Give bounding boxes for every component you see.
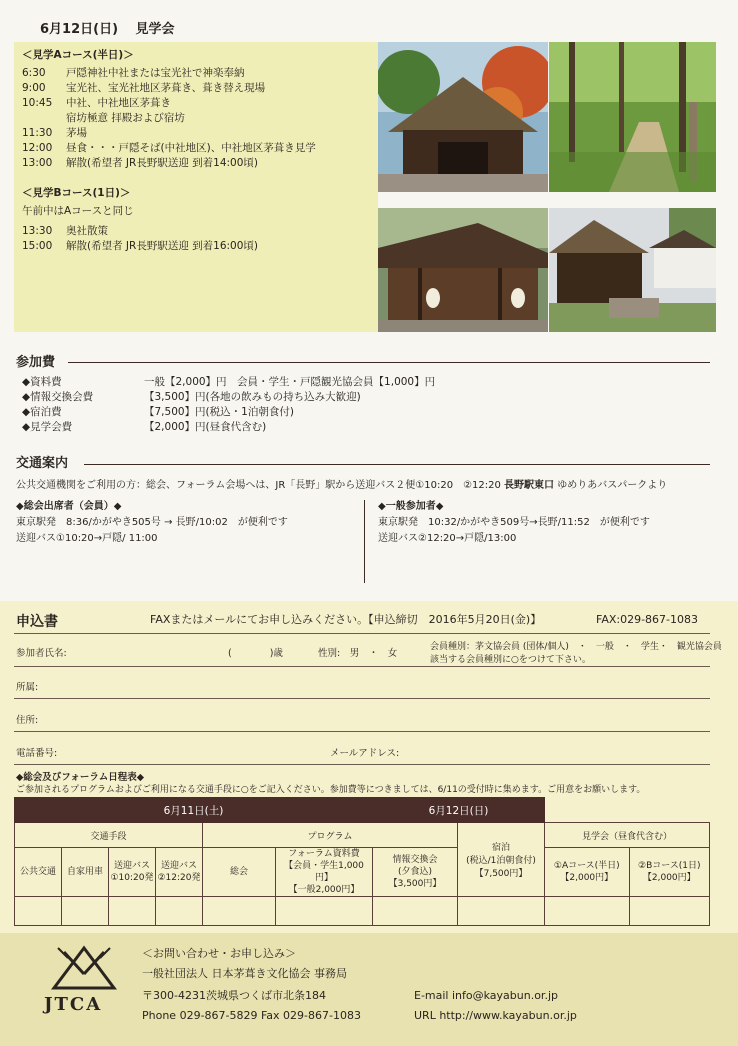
schedule-text: 宝光社、宝光社地区茅葺き、葺き替え現場	[66, 82, 266, 94]
schedule-time: 11:30	[22, 127, 53, 139]
col-general-meeting: 総会	[203, 848, 276, 897]
cell-public[interactable]	[15, 897, 62, 926]
phone-label: 電話番号:	[16, 748, 58, 759]
schedule-time: 13:30	[22, 225, 53, 237]
col-own-car: 自家用車	[62, 848, 109, 897]
cell-general-meeting[interactable]	[203, 897, 276, 926]
fee-row	[22, 375, 435, 389]
schedule-row	[22, 224, 108, 238]
fee-label: ◆情報交換会費	[22, 391, 94, 403]
fee-row	[22, 390, 361, 404]
general-line2: 送迎バス②12:20→戸隠/13:00	[378, 533, 517, 544]
logo-text: JTCA	[44, 994, 103, 1015]
schedule-row	[22, 81, 265, 95]
day1-header: 6月11日(土)	[15, 798, 373, 823]
fee-row	[22, 405, 294, 419]
course-a-heading: ＜見学Aコース(半日)＞	[22, 49, 134, 61]
member-heading: ◆総会出席者（会員）◆	[16, 501, 122, 512]
schedule-text: 戸隠神社中社または宝光社で神楽奉納	[66, 67, 245, 79]
schedule-text: 中社、中社地区茅葺き	[66, 97, 171, 109]
forest-path-photo	[549, 42, 716, 192]
member-type-label: 会員種別：茅文協会員 (団体/個人) ・ 一般 ・ 学生・ 観光協会員	[430, 642, 722, 652]
day2-header: 6月12日(日)	[373, 798, 545, 823]
form-fax: FAX:029-867-1083	[596, 613, 699, 626]
cell-bus1[interactable]	[109, 897, 156, 926]
fee-label: ◆宿泊費	[22, 406, 62, 418]
col-public: 公共交通	[15, 848, 62, 897]
form-top-rule	[14, 633, 710, 634]
transport-intro-bold: 長野駅東口	[504, 480, 555, 491]
cell-course-b[interactable]	[629, 897, 709, 926]
member-line2: 送迎バス①10:20→戸隠/ 11:00	[16, 533, 158, 544]
schedule-row	[22, 66, 245, 80]
org-name: 一般社団法人 日本茅葺き文化協会 事務局	[142, 967, 347, 980]
cell-forum[interactable]	[276, 897, 373, 926]
cell-exchange[interactable]	[373, 897, 458, 926]
fees-rule	[68, 362, 710, 363]
shrine-gate-photo	[378, 208, 548, 332]
transport-intro-tail: ゆめりあバスパークより	[554, 480, 668, 491]
transport-col-head: 交通手段	[15, 823, 203, 848]
schedule-text: 茅場	[66, 127, 87, 139]
affiliation-rule	[14, 698, 710, 699]
thatched-house-photo	[549, 208, 716, 332]
transport-intro	[16, 479, 667, 493]
email-label: メールアドレス:	[330, 748, 400, 759]
contact-heading: ＜お問い合わせ・お申し込み＞	[142, 947, 296, 960]
cell-lodging[interactable]	[458, 897, 545, 926]
col-course-a: ①Aコース(半日) 【2,000円】	[545, 848, 630, 897]
schedule-time: 10:45	[22, 97, 53, 109]
footer-url[interactable]: URL http://www.kayabun.or.jp	[414, 1009, 577, 1022]
footer-email[interactable]: E-mail info@kayabun.or.jp	[414, 989, 558, 1002]
cell-bus2[interactable]	[156, 897, 203, 926]
cell-own-car[interactable]	[62, 897, 109, 926]
fee-label: ◆資料費	[22, 376, 62, 388]
schedule-row	[22, 141, 316, 155]
event-title: 6月12日(日) 見学会	[40, 22, 175, 37]
address-rule	[14, 731, 710, 732]
schedule-note: ご参加されるプログラムおよびご利用になる交通手段に○をご記入ください。参加費等につきましては、6/11の受付時に集めます。ご用意をお願いします。	[16, 785, 646, 795]
transport-intro-text: 公共交通機関をご利用の方：総会、フォーラム会場へは、JR「長野」駅から送迎バス２便①10:20 ②12:20	[16, 480, 505, 491]
footer-phone: Phone 029-867-5829 Fax 029-867-1083	[142, 1009, 361, 1022]
schedule-row	[22, 126, 87, 140]
schedule-row	[22, 111, 185, 125]
schedule-row	[22, 239, 258, 253]
course-b-heading: ＜見学Bコース(1日)＞	[22, 187, 131, 199]
phone-rule	[14, 764, 710, 765]
schedule-text: 奥社散策	[66, 225, 108, 237]
general-line1: 東京駅発 10:32/かがやき509号→長野/11:52 が便利です	[378, 517, 650, 528]
member-line1: 東京駅発 8:36/かがやき505号 → 長野/10:02 が便利です	[16, 517, 288, 528]
lodging-col: 宿泊 (税込/1泊朝食付) 【7,500円】	[458, 823, 545, 897]
schedule-row	[22, 96, 171, 110]
affiliation-label: 所属:	[16, 682, 39, 693]
tour-col-head: 見学会（昼食代含む）	[545, 823, 710, 848]
course-b-note: 午前中はAコースと同じ	[22, 205, 134, 217]
program-col-head: プログラム	[203, 823, 458, 848]
name-rule	[14, 666, 710, 667]
col-bus2: 送迎バス ②12:20発	[156, 848, 203, 897]
age-label: ( )歳	[228, 648, 283, 659]
fee-label: ◆見学会費	[22, 421, 73, 433]
general-heading: ◆一般参加者◆	[378, 501, 444, 512]
footer-address: 〒300-4231茨城県つくば市北条184	[142, 989, 326, 1002]
program-table	[14, 797, 710, 926]
fee-value: 一般【2,000】円 会員・学生・戸隠観光協会員【1,000】円	[144, 376, 436, 388]
form-title: 申込書	[16, 614, 58, 630]
col-bus1: 送迎バス ①10:20発	[109, 848, 156, 897]
gender-label: 性別: 男 ・ 女	[318, 648, 398, 659]
cell-course-a[interactable]	[545, 897, 630, 926]
transport-title: 交通案内	[16, 456, 69, 471]
address-label: 住所:	[16, 715, 39, 726]
jtca-logo-icon	[44, 944, 124, 992]
schedule-text: 宿坊極意 拝殿および宿坊	[66, 112, 185, 124]
schedule-heading: ◆総会及びフォーラム日程表◆	[16, 772, 145, 783]
schedule-time: 13:00	[22, 157, 53, 169]
shrine-photo	[378, 42, 548, 192]
schedule-row	[22, 156, 258, 170]
schedule-time: 12:00	[22, 142, 53, 154]
schedule-text: 昼食・・・戸隠そば(中社地区)、中社地区茅葺き見学	[66, 142, 316, 154]
fee-row	[22, 420, 266, 434]
fees-title: 参加費	[16, 355, 56, 370]
col-exchange: 情報交換会 (夕食込) 【3,500円】	[373, 848, 458, 897]
fee-value: 【2,000】円(昼食代含む)	[144, 421, 267, 433]
form-instruction: FAXまたはメールにてお申し込みください。【申込締切 2016年5月20日(金)】	[150, 613, 542, 626]
schedule-text: 解散(希望者 JR長野駅送迎 到着14:00頃)	[66, 157, 259, 169]
schedule-time: 15:00	[22, 240, 53, 252]
col-forum: フォーラム資料費 【会員・学生1,000円】 【一般2,000円】	[276, 848, 373, 897]
fee-value: 【7,500】円(税込・1泊朝食付)	[144, 406, 294, 418]
schedule-text: 解散(希望者 JR長野駅送迎 到着16:00頃)	[66, 240, 259, 252]
fee-value: 【3,500】円(各地の飲みもの持ち込み大歓迎)	[144, 391, 361, 403]
schedule-time: 9:00	[22, 82, 46, 94]
transport-rule	[84, 464, 710, 465]
member-type-note: 該当する会員種別に○をつけて下さい。	[430, 655, 591, 665]
col-course-b: ②Bコース(1日) 【2,000円】	[629, 848, 709, 897]
transport-divider	[364, 500, 365, 583]
schedule-time: 6:30	[22, 67, 46, 79]
name-label: 参加者氏名:	[16, 648, 67, 659]
